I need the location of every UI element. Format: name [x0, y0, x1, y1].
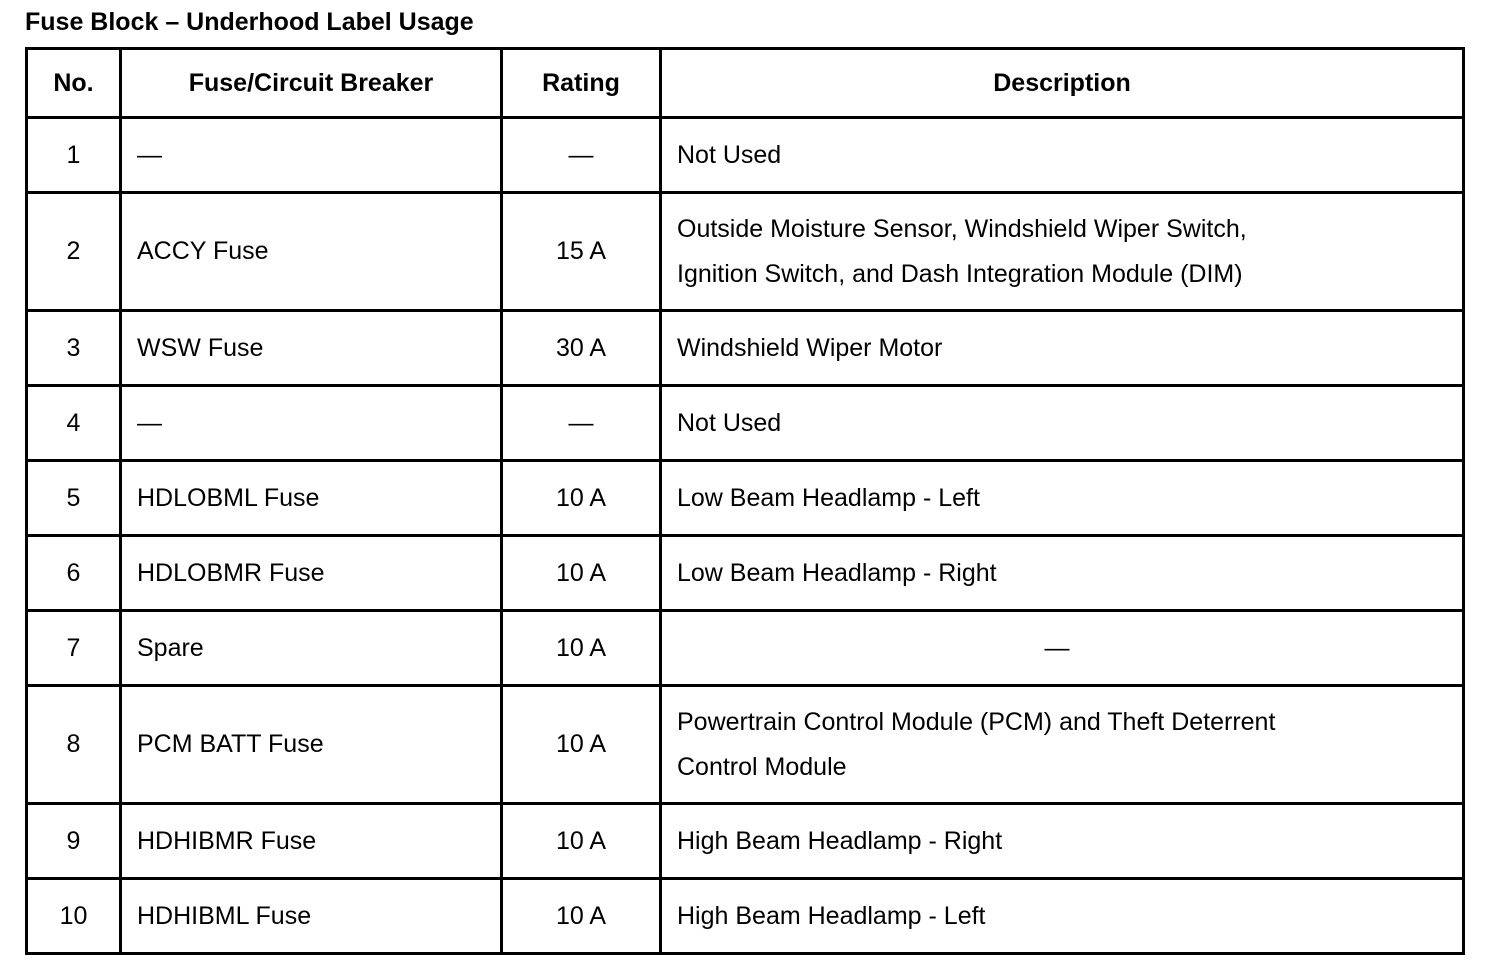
cell-rating: 15 A [502, 193, 661, 311]
cell-no: 7 [27, 611, 121, 686]
table-row [27, 118, 1464, 193]
cell-rating: — [502, 118, 661, 193]
cell-description [661, 311, 1464, 386]
description-line: Not Used [677, 408, 782, 437]
cell-rating: 10 A [502, 611, 661, 686]
column-header-description: Description [661, 49, 1464, 118]
cell-no: 5 [27, 461, 121, 536]
table-body [27, 118, 1464, 954]
column-header-fuse: Fuse/Circuit Breaker [121, 49, 502, 118]
cell-description [661, 193, 1464, 311]
cell-description [661, 686, 1464, 804]
cell-fuse: HDHIBMR Fuse [121, 804, 502, 879]
cell-no: 4 [27, 386, 121, 461]
cell-fuse: — [121, 118, 502, 193]
cell-fuse: ACCY Fuse [121, 193, 502, 311]
cell-rating: 10 A [502, 461, 661, 536]
cell-fuse: HDLOBML Fuse [121, 461, 502, 536]
cell-rating: 30 A [502, 311, 661, 386]
table-row [27, 311, 1464, 386]
table-row [27, 879, 1464, 954]
page-title: Fuse Block – Underhood Label Usage [25, 8, 474, 36]
cell-fuse: HDLOBMR Fuse [121, 536, 502, 611]
cell-no: 3 [27, 311, 121, 386]
table-row [27, 611, 1464, 686]
cell-rating: 10 A [502, 686, 661, 804]
table-header-row [27, 49, 1464, 118]
description-line: High Beam Headlamp - Left [677, 901, 986, 930]
description-line: High Beam Headlamp - Right [677, 826, 1003, 855]
cell-rating: — [502, 386, 661, 461]
cell-fuse: WSW Fuse [121, 311, 502, 386]
cell-description [661, 536, 1464, 611]
table-row [27, 686, 1464, 804]
table-row [27, 804, 1464, 879]
cell-no: 10 [27, 879, 121, 954]
description-line: Windshield Wiper Motor [677, 333, 943, 362]
cell-no: 2 [27, 193, 121, 311]
table-row [27, 386, 1464, 461]
description-line: Low Beam Headlamp - Right [677, 558, 997, 587]
cell-rating: 10 A [502, 536, 661, 611]
cell-no: 9 [27, 804, 121, 879]
column-header-rating: Rating [502, 49, 661, 118]
cell-description [661, 804, 1464, 879]
fuse-table [25, 47, 1465, 955]
description-line: Low Beam Headlamp - Left [677, 483, 980, 512]
cell-rating: 10 A [502, 804, 661, 879]
column-header-no: No. [27, 49, 121, 118]
cell-fuse: PCM BATT Fuse [121, 686, 502, 804]
cell-description [661, 118, 1464, 193]
cell-fuse: Spare [121, 611, 502, 686]
cell-fuse: HDHIBML Fuse [121, 879, 502, 954]
cell-description [661, 611, 1464, 686]
description-line: — [1044, 633, 1070, 662]
table-row [27, 536, 1464, 611]
cell-no: 8 [27, 686, 121, 804]
description-line: Control Module [677, 752, 847, 781]
cell-no: 6 [27, 536, 121, 611]
description-line: Powertrain Control Module (PCM) and Theft Deterrent [677, 707, 1276, 736]
table-row [27, 193, 1464, 311]
cell-no: 1 [27, 118, 121, 193]
cell-fuse: — [121, 386, 502, 461]
cell-description [661, 386, 1464, 461]
cell-description [661, 461, 1464, 536]
description-line: Outside Moisture Sensor, Windshield Wiper Switch, [677, 214, 1247, 243]
cell-description [661, 879, 1464, 954]
description-line: Not Used [677, 140, 782, 169]
table-row [27, 461, 1464, 536]
description-line: Ignition Switch, and Dash Integration Module (DIM) [677, 259, 1243, 288]
cell-rating: 10 A [502, 879, 661, 954]
